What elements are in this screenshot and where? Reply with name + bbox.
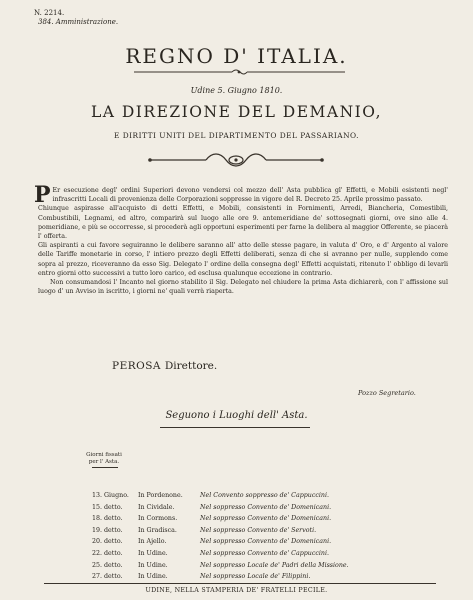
- schedule-location: Nel soppresso Convento de' Domenicani.: [200, 538, 332, 546]
- schedule-day: 18. detto.: [92, 515, 123, 523]
- paragraph-1: P Er esecuzione degl' ordini Superiori devono vendersi col mezzo dell' Asta pubblica gl' Effetti, e Mobili esistenti negl' infrascritti Locali di provenienza delle Corporazioni soppresse in vigore del R. Decreto 25. Aprile prossimo passato.: [34, 182, 448, 208]
- schedule-location: Nel soppresso Locale de' Padri della Missione.: [200, 561, 349, 569]
- schedule-row: [92, 573, 392, 583]
- drop-cap: P: [34, 182, 51, 208]
- schedule-town: In Ajello.: [138, 538, 167, 546]
- secretary-signature: Pozzo Segretario.: [358, 389, 416, 397]
- document-reference: 384. Amministrazione.: [38, 18, 119, 26]
- schedule-row: [92, 562, 392, 572]
- central-ornament: [146, 152, 326, 168]
- schedule-row: [92, 515, 392, 525]
- schedule-location: Nel Convento soppresso de' Cappuccini.: [200, 492, 329, 499]
- schedule-row: [92, 538, 392, 548]
- places-heading-rule: [160, 427, 310, 428]
- schedule-town: In Gradisca.: [138, 526, 177, 534]
- schedule-day: 25. detto.: [92, 561, 123, 569]
- paragraph-4: Non consumandosi l' Incanto nel giorno stabilito il Sig. Delegato nel chiudere la prima Asta dichiarerà, con l' affissione sul luogo d' un Avviso in iscritto, i giorni ne' quali verrà riaperta.: [38, 279, 448, 296]
- schedule-location: Nel soppresso Convento de' Servoti.: [200, 526, 317, 534]
- decree-body: [34, 182, 448, 296]
- schedule-row: [92, 527, 392, 537]
- imprint-rule: [44, 583, 436, 584]
- schedule-day: 19. detto.: [92, 526, 123, 534]
- issuing-authority: LA DIREZIONE DEL DEMANIO,: [90, 103, 383, 121]
- title-ornament-rule: [132, 68, 347, 76]
- date-line: Udine 5. Giugno 1810.: [190, 86, 283, 95]
- document-number: N. 2214.: [34, 9, 65, 17]
- director-signature: [112, 360, 217, 372]
- paragraph-2: Chiunque aspirasse all'acquisto di detti Effetti, e Mobili, consistenti in Fornimenti, Arredi, Biancheria, Comestibili, Combustibili, Legnami, ed altro, comparirà sul luogo alle ore 9. antemeridiane de' sottosegnati giorni, ove sino alle 4. pomeridiane, e più se occorresse, si procederà agli opportuni esperimenti per farne la delibera al maggior Offerente, se piacerà l' offerta.: [38, 205, 448, 241]
- schedule-town: In Cividale.: [138, 503, 175, 511]
- schedule-row: [92, 504, 392, 514]
- schedule-day: 15. detto.: [92, 503, 123, 511]
- director-name: PEROSA: [112, 360, 162, 372]
- director-title: Direttore.: [164, 360, 218, 372]
- main-title: REGNO D' ITALIA.: [125, 44, 348, 68]
- schedule-location: Nel soppresso Convento de' Domenicani.: [200, 515, 332, 523]
- column-header-rule: [92, 467, 118, 468]
- schedule-town: In Cormons.: [138, 515, 178, 523]
- paragraph-3: Gli aspiranti a cui favore seguiranno le delibere saranno all' atto delle stesse pagare, in valuta d' Oro, e d' Argento al valore delle Tariffe monetarie in corso, l' intiero prezzo degli Effetti deliberati, senza di che si avranno per nulle, supplendo come sopra al prezzo, riceveranno da esso Sig. Delegato l' ordine della consegna degl' Effetti acquistati, ritenuto l' obbligo di levarli entro giorni otto successivi a tutto loro carico, ed esclusa qualunque eccezione in contrario.: [38, 242, 448, 277]
- authority-subtitle: E DIRITTI UNITI DEL DIPARTIMENTO DEL PASSARIANO.: [113, 131, 360, 140]
- schedule-day: 27. detto.: [92, 573, 123, 581]
- schedule-row: [92, 492, 392, 502]
- schedule-day: 22. detto.: [92, 550, 123, 557]
- schedule-town: In Udine.: [138, 561, 168, 569]
- schedule-location: Nel soppresso Locale de' Filippini.: [200, 573, 311, 581]
- days-column-header: Giorni fissati per l' Asta.: [86, 452, 122, 465]
- printer-imprint: UDINE, NELLA STAMPERIA DE' FRATELLI PECILE.: [145, 587, 328, 594]
- schedule-day: 20. detto.: [92, 538, 123, 546]
- schedule-day: 13. Giugno.: [92, 492, 129, 499]
- schedule-town: In Udine.: [138, 573, 168, 581]
- schedule-location: Nel soppresso Convento de' Cappuccini.: [200, 550, 329, 557]
- places-heading: Seguono i Luoghi dell' Asta.: [165, 410, 308, 421]
- schedule-town: In Udine.: [138, 550, 168, 557]
- schedule-row: [92, 550, 392, 560]
- schedule-town: In Pordenone.: [138, 492, 183, 499]
- schedule-location: Nel soppresso Convento de' Domenicani.: [200, 503, 332, 511]
